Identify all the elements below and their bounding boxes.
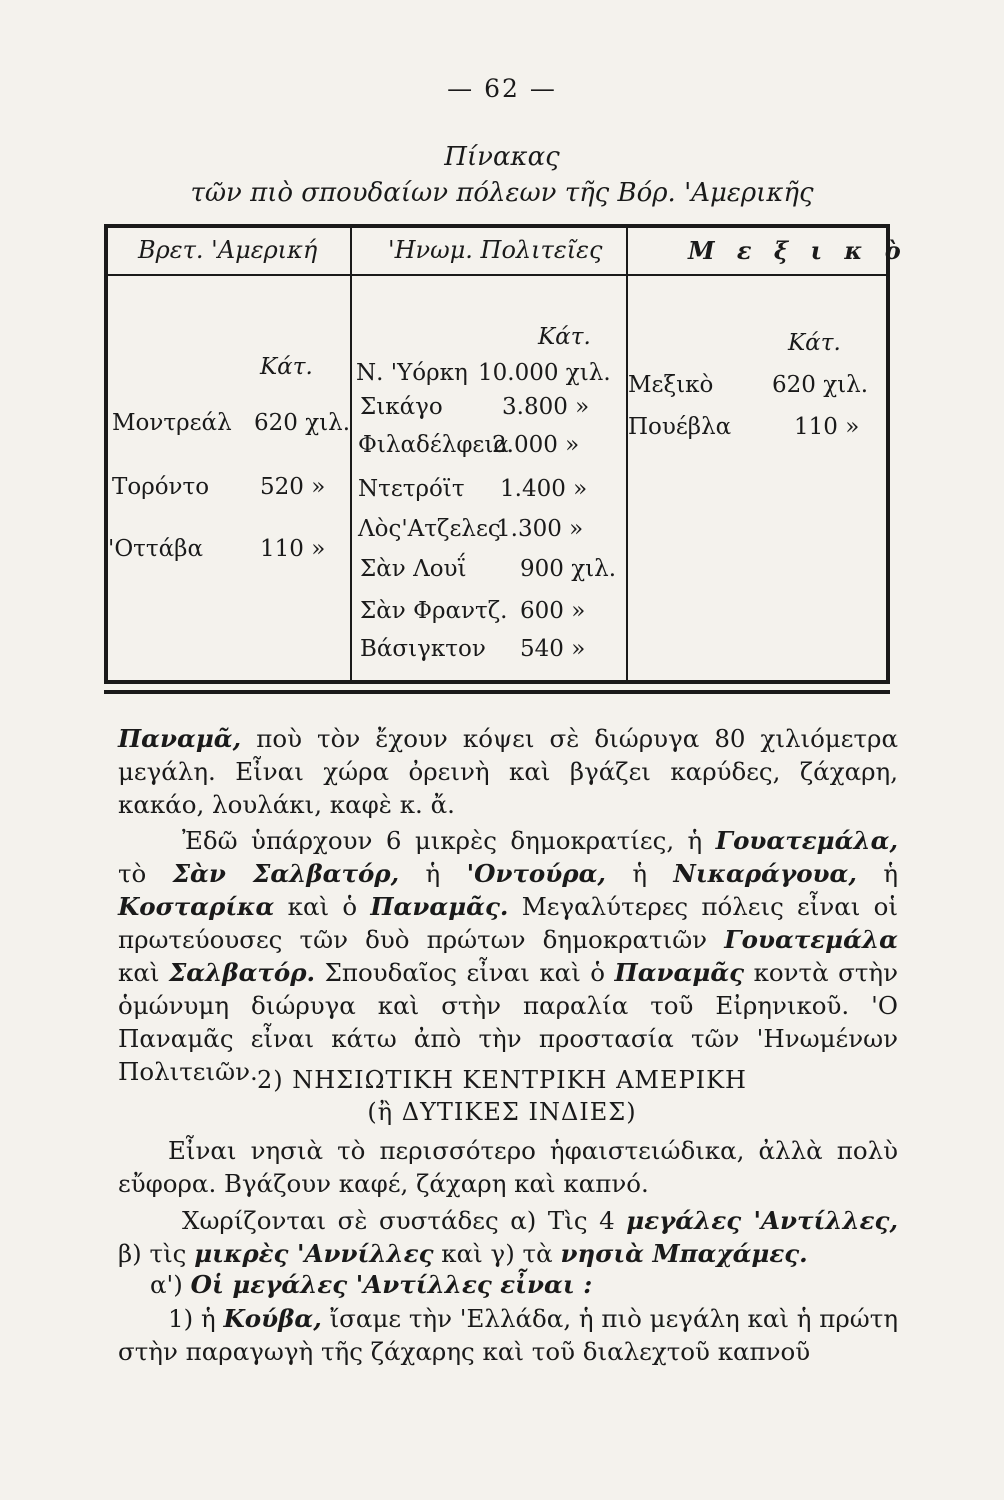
city-population: 10.000 χιλ.	[478, 360, 611, 386]
paragraph-text: Μεγαλύτερες πόλεις εἶναι οἱ πρωτεύουσες τῶν δυὸ πρώτων δημοκρατιῶν	[118, 892, 898, 954]
paragraph-text: ποὺ τὸν ἔχουν κόψει σὲ διώρυγα 80 χιλιόμετρα μεγάλη. Εἶναι χώρα ὀρεινὴ καὶ βγάζει καρύδες, ζάχαρη, κακάο, λουλάκι, καφὲ κ. ἄ.	[118, 724, 898, 819]
term-lesser-antilles: μικρὲς 'Αννίλλες	[194, 1239, 434, 1268]
city-name: 'Οττάβα	[108, 536, 203, 562]
city-population: 2.000 »	[492, 432, 580, 458]
city-population: 900 χιλ.	[520, 556, 617, 582]
term-panama: Παναμᾶ,	[118, 724, 242, 753]
paragraph-text: Σπουδαῖος εἶναι καὶ ὁ	[315, 958, 615, 987]
city-population: 110 »	[794, 414, 860, 440]
subsection-heading	[150, 1268, 890, 1301]
city-population: 3.800 »	[502, 394, 590, 420]
paragraph-text: καὶ ὁ	[274, 892, 371, 921]
city-name: Τορόντο	[112, 474, 210, 500]
paragraph-text: Ἐδῶ ὑπάρχουν 6 μικρὲς δημοκρατίες, ἡ	[182, 826, 716, 855]
paragraph-text: κοντὰ στὴν ὁμώνυμη διώρυγα καὶ στὴν παραλία τοῦ Εἰρηνικοῦ. 'Ο Παναμᾶς εἶναι κάτω ἀπὸ τὴν προστασία τῶν 'Ηνωμένων Πολιτειῶν.	[118, 958, 898, 1086]
paragraph-text: α')	[150, 1270, 191, 1299]
city-population: 1.400 »	[500, 476, 588, 502]
page-number: — 62 —	[447, 74, 557, 103]
city-name: Φιλαδέλφεια	[358, 432, 509, 458]
term-bahamas: νησιὰ Μπαχάμες.	[560, 1239, 808, 1268]
city-name: Λὸς'Ατζελες	[358, 516, 501, 542]
paragraph-republics	[118, 824, 898, 1088]
paragraph-text: 1) ἡ	[168, 1304, 224, 1333]
term-salvador: Σαλβατόρ.	[168, 958, 316, 987]
paragraph-cuba	[118, 1302, 898, 1368]
section-subheading: (ἢ ΔΥΤΙΚΕΣ ΙΝΔΙΕΣ)	[367, 1098, 637, 1126]
city-name: Πουέβλα	[628, 414, 732, 440]
table-bottom-rule	[104, 690, 890, 694]
table-title: Πίνακας	[444, 142, 560, 172]
city-population: 1.300 »	[496, 516, 584, 542]
city-name: Σὰν Λουΐ	[360, 556, 467, 582]
city-population: 540 »	[520, 636, 586, 662]
term-greater-antilles: μεγάλες 'Αντίλλες,	[626, 1206, 898, 1235]
city-population: 620 χιλ.	[772, 372, 869, 398]
paragraph-text: ἡ	[399, 859, 467, 888]
city-population: 110 »	[260, 536, 326, 562]
city-name: Ν. 'Υόρκη	[356, 360, 468, 386]
paragraph-islands: Εἶναι νησιὰ τὸ περισσότερο ἡφαιστειώδικα, ἀλλὰ πολὺ εὔφορα. Βγάζουν καφέ, ζάχαρη καὶ καπνό.	[118, 1136, 898, 1198]
term-cuba: Κούβα,	[223, 1304, 322, 1333]
term-nicaragua: Νικαράγουα,	[673, 859, 857, 888]
term-san-salvador: Σὰν Σαλβατόρ,	[172, 859, 400, 888]
city-name: Ντετρόϊτ	[358, 476, 465, 502]
paragraph-text: Χωρίζονται σὲ συστάδες α) Τὶς 4	[182, 1206, 627, 1235]
cities-table	[104, 224, 908, 684]
term-panama: Παναμᾶς	[614, 958, 745, 987]
paragraph-text: τὸ	[118, 859, 173, 888]
city-name: Βάσιγκτον	[360, 636, 486, 662]
paragraph-text: καὶ γ) τὰ	[433, 1239, 561, 1268]
paragraph-text: ἡ	[605, 859, 674, 888]
unit-label: Κάτ.	[788, 330, 841, 356]
unit-label: Κάτ.	[260, 354, 313, 380]
city-population: 620 χιλ.	[254, 410, 351, 436]
paragraph-text: καὶ	[118, 958, 169, 987]
city-name: Σικάγο	[360, 394, 443, 420]
paragraph-text: β) τὶς	[118, 1239, 195, 1268]
header-divider	[108, 274, 886, 276]
term-costa-rica: Κοσταρίκα	[118, 892, 275, 921]
table-subtitle: τῶν πιὸ σπουδαίων πόλεων τῆς Βόρ. 'Αμερικῆς	[190, 178, 814, 208]
header-mexico: Μ ε ξ ι κ ὸ	[688, 236, 908, 265]
term-guatemala: Γουατεμάλα,	[715, 826, 898, 855]
section-heading: 2) ΝΗΣΙΩΤΙΚΗ ΚΕΝΤΡΙΚΗ ΑΜΕΡΙΚΗ	[256, 1066, 747, 1094]
column-divider	[350, 228, 352, 680]
city-name: Μοντρεάλ	[112, 410, 232, 436]
term-greater-antilles-are: Οἱ μεγάλες 'Αντίλλες εἶναι :	[190, 1270, 593, 1299]
unit-label: Κάτ.	[538, 324, 591, 350]
header-british-america: Βρετ. 'Αμερική	[138, 236, 318, 264]
paragraph-panama	[118, 722, 898, 821]
city-population: 600 »	[520, 598, 586, 624]
paragraph-groups	[118, 1204, 898, 1270]
paragraph-text: ἴσαμε τὴν 'Ελλάδα, ἡ πιὸ μεγάλη καὶ ἡ πρώτη στὴν παραγωγὴ τῆς ζάχαρης καὶ τοῦ διαλεχτοῦ καπνοῦ	[118, 1304, 898, 1366]
column-divider	[626, 228, 628, 680]
city-name: Μεξικὸ	[628, 372, 714, 398]
city-name: Σὰν Φραντζ.	[360, 598, 508, 624]
paragraph-text: ἡ	[856, 859, 899, 888]
term-panama: Παναμᾶς.	[370, 892, 509, 921]
term-honduras: 'Οντούρα,	[466, 859, 606, 888]
city-population: 520 »	[260, 474, 326, 500]
term-guatemala: Γουατεμάλα	[724, 925, 898, 954]
header-united-states: 'Ηνωμ. Πολιτεῖες	[388, 236, 603, 264]
